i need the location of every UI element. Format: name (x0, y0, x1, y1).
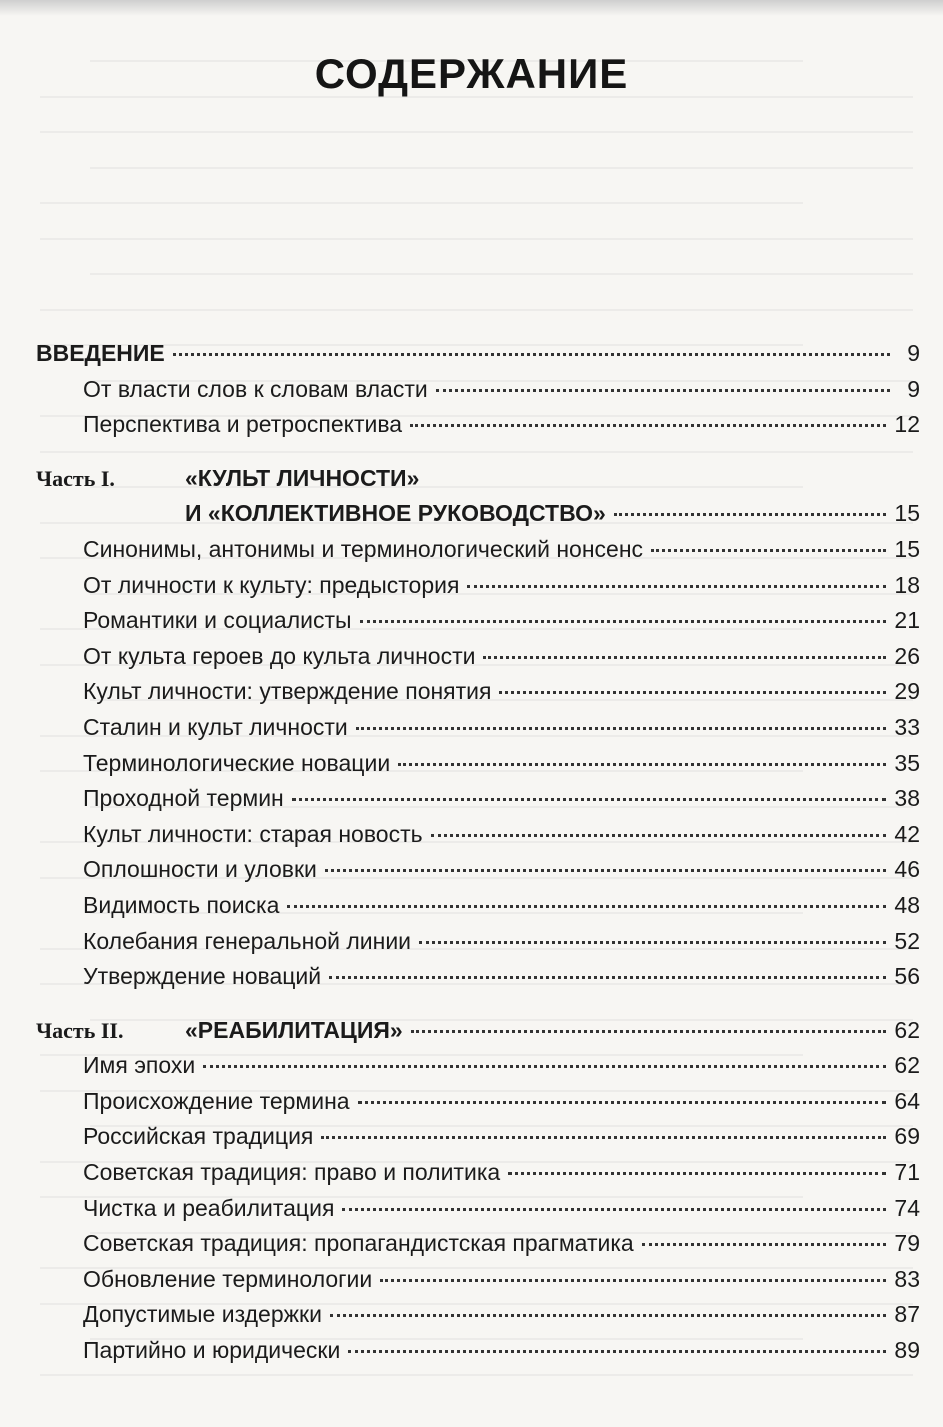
toc-entry (36, 959, 920, 995)
toc-page-number: 79 (894, 1230, 920, 1257)
dot-leader (467, 585, 886, 588)
toc-entry-label: Оплошности и уловки (83, 856, 317, 883)
dot-leader (410, 424, 886, 427)
toc-entry-label: Советская традиция: право и политика (83, 1159, 501, 1186)
toc-page-number: 64 (894, 1087, 920, 1114)
toc-entry-label: Колебания генеральной линии (83, 927, 412, 954)
toc-page-number: 21 (894, 607, 920, 634)
toc-entry-label: Романтики и социалисты (83, 607, 352, 634)
toc-entry-label: От личности к культу: предыстория (83, 571, 460, 598)
dot-leader (360, 620, 887, 623)
toc-page-number: 18 (894, 571, 920, 598)
dot-leader (173, 353, 890, 356)
page-top-edge-shadow (0, 0, 943, 16)
toc-page-number: 48 (894, 891, 920, 918)
toc-page-number: 42 (894, 820, 920, 847)
toc-entry-label: Советская традиция: пропагандистская прагматика (83, 1230, 634, 1257)
dot-leader (292, 798, 887, 801)
toc-page-number: 15 (894, 535, 920, 562)
part-title-line-1: «РЕАБИЛИТАЦИЯ» (185, 1016, 403, 1043)
toc-entry (36, 1048, 920, 1084)
toc-entry (36, 1155, 920, 1191)
dot-leader (398, 763, 886, 766)
toc-entry-label: Партийно и юридически (83, 1337, 341, 1364)
dot-leader (614, 513, 887, 516)
toc-entry (36, 710, 920, 746)
part-1-items (36, 532, 920, 995)
toc-entry (36, 924, 920, 960)
toc-entry (36, 852, 920, 888)
toc-page-number: 52 (894, 927, 920, 954)
dot-leader (325, 869, 887, 872)
toc-page-number: 71 (894, 1159, 920, 1186)
toc-entry-label: Видимость поиска (83, 891, 280, 918)
introduction-items (36, 372, 920, 443)
toc-page-number: 29 (894, 678, 920, 705)
dot-leader (642, 1243, 887, 1246)
toc-entry (36, 532, 920, 568)
toc-page-number: 38 (894, 785, 920, 812)
toc-entry (36, 639, 920, 675)
toc-entry-label: От власти слов к словам власти (83, 375, 428, 402)
dot-leader (436, 389, 890, 392)
toc-entry-introduction (36, 336, 920, 372)
toc-page-number: 62 (894, 1052, 920, 1079)
toc-entry (36, 781, 920, 817)
dot-leader (330, 1314, 886, 1317)
toc-page-number: 69 (894, 1123, 920, 1150)
toc-part-heading-1-continued (36, 496, 920, 532)
toc-page-number: 83 (894, 1265, 920, 1292)
toc-entry (36, 817, 920, 853)
toc-entry-label: Утверждение новаций (83, 963, 322, 990)
toc-entry-label: Сталин и культ личности (83, 713, 348, 740)
dot-leader (358, 1101, 887, 1104)
toc-page-number: 74 (894, 1194, 920, 1221)
toc-page-number: 12 (894, 411, 920, 438)
toc-page-number: 46 (894, 856, 920, 883)
toc-page-number: 87 (894, 1301, 920, 1328)
dot-leader (431, 834, 887, 837)
toc-entry (36, 1297, 920, 1333)
toc-entry-label: Обновление терминологии (83, 1265, 373, 1292)
toc-part-heading-2 (36, 1013, 920, 1049)
dot-leader (329, 976, 886, 979)
toc-entry-label: От культа героев до культа личности (83, 642, 476, 669)
dot-leader (411, 1030, 887, 1033)
dot-leader (508, 1172, 886, 1175)
toc-entry (36, 1119, 920, 1155)
toc-entry (36, 674, 920, 710)
dot-leader (342, 1208, 886, 1211)
toc-entry (36, 372, 920, 408)
table-of-contents (36, 336, 920, 1369)
toc-entry-label: Имя эпохи (83, 1052, 196, 1079)
toc-entry-label: Российская традиция (83, 1123, 314, 1150)
toc-entry-label: Чистка и реабилитация (83, 1194, 335, 1221)
dot-leader (321, 1136, 886, 1139)
toc-entry (36, 1191, 920, 1227)
toc-entry-label: Синонимы, антонимы и терминологический нонсенс (83, 535, 644, 562)
toc-part-heading-1 (36, 461, 920, 497)
dot-leader (651, 549, 886, 552)
toc-entry (36, 568, 920, 604)
dot-leader (348, 1350, 886, 1353)
toc-entry (36, 603, 920, 639)
dot-leader (287, 905, 886, 908)
toc-entry-label: Происхождение термина (83, 1087, 350, 1114)
toc-entry-label: Терминологические новации (83, 749, 391, 776)
toc-entry (36, 407, 920, 443)
toc-page-number: 35 (894, 749, 920, 776)
toc-page-number: 9 (907, 375, 920, 402)
toc-page-number: 56 (894, 963, 920, 990)
toc-entry (36, 746, 920, 782)
toc-page-number: 62 (894, 1016, 920, 1043)
part-title-line-1: «КУЛЬТ ЛИЧНОСТИ» (185, 464, 420, 491)
toc-page-number: 26 (894, 642, 920, 669)
dot-leader (483, 656, 886, 659)
part-number: Часть II. (36, 1017, 124, 1043)
toc-page-number: 33 (894, 713, 920, 740)
toc-entry (36, 888, 920, 924)
toc-entry (36, 1262, 920, 1298)
part-title-line-2: И «КОЛЛЕКТИВНОЕ РУКОВОДСТВО» (185, 500, 606, 527)
part-2-items (36, 1048, 920, 1368)
page-title: СОДЕРЖАНИЕ (314, 50, 629, 97)
toc-entry-label: Допустимые издержки (83, 1301, 322, 1328)
toc-entry (36, 1084, 920, 1120)
toc-page-number: 89 (894, 1337, 920, 1364)
toc-entry (36, 1226, 920, 1262)
toc-entry-label: Перспектива и ретроспектива (83, 411, 403, 438)
dot-leader (380, 1279, 886, 1282)
toc-page-number: 9 (907, 340, 920, 366)
toc-entry (36, 1333, 920, 1369)
toc-page-number: 15 (894, 500, 920, 527)
toc-entry-label: Проходной термин (83, 785, 284, 812)
toc-entry-label: Культ личности: старая новость (83, 820, 423, 847)
dot-leader (356, 727, 887, 730)
toc-entry-label: ВВЕДЕНИЕ (36, 340, 165, 366)
dot-leader (499, 691, 886, 694)
dot-leader (419, 941, 886, 944)
part-number: Часть I. (36, 465, 115, 491)
toc-entry-label: Культ личности: утверждение понятия (83, 678, 492, 705)
dot-leader (203, 1065, 886, 1068)
